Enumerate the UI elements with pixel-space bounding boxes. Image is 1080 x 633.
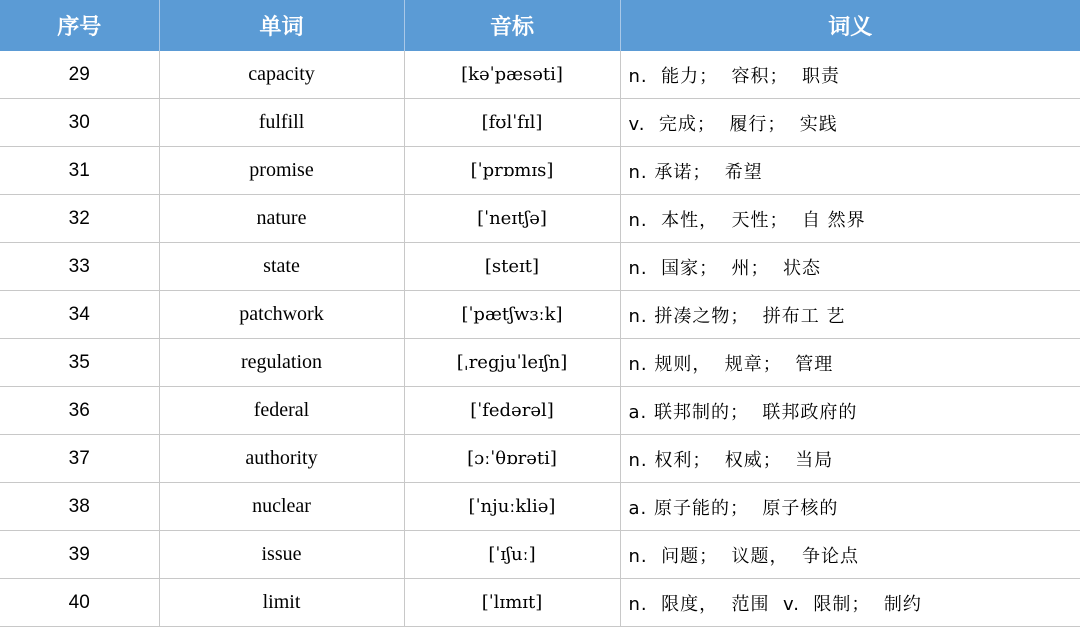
phonetic-cell: [kəˈpæsəti] <box>404 51 620 99</box>
word-cell: nature <box>159 195 404 243</box>
row-number: 33 <box>0 243 159 291</box>
row-number: 37 <box>0 435 159 483</box>
row-number: 36 <box>0 387 159 435</box>
meaning-cell: v. 完成； 履行； 实践 <box>620 99 1080 147</box>
header-number: 序号 <box>0 0 159 51</box>
phonetic-cell: [ˈprɒmɪs] <box>404 147 620 195</box>
phonetic-cell: [ˈneɪtʃə] <box>404 195 620 243</box>
phonetic-cell: [ɔːˈθɒrəti] <box>404 435 620 483</box>
table-row <box>0 243 1080 291</box>
table-row <box>0 531 1080 579</box>
word-cell: regulation <box>159 339 404 387</box>
meaning-cell: a. 原子能的； 原子核的 <box>620 483 1080 531</box>
phonetic-cell: [ˈfedərəl] <box>404 387 620 435</box>
row-number: 38 <box>0 483 159 531</box>
phonetic-cell: [steɪt] <box>404 243 620 291</box>
table-row <box>0 195 1080 243</box>
meaning-cell: n. 限度， 范围 v. 限制； 制约 <box>620 579 1080 627</box>
table-row <box>0 579 1080 627</box>
meaning-cell: n. 问题； 议题， 争论点 <box>620 531 1080 579</box>
meaning-cell: n. 规则， 规章； 管理 <box>620 339 1080 387</box>
table-row <box>0 435 1080 483</box>
header-row <box>0 0 1080 51</box>
row-number: 40 <box>0 579 159 627</box>
table-row <box>0 387 1080 435</box>
phonetic-cell: [ˈlɪmɪt] <box>404 579 620 627</box>
header-word: 单词 <box>159 0 404 51</box>
meaning-cell: n. 能力； 容积； 职责 <box>620 51 1080 99</box>
table-row <box>0 147 1080 195</box>
meaning-cell: n. 拼凑之物； 拼布工 艺 <box>620 291 1080 339</box>
row-number: 39 <box>0 531 159 579</box>
word-cell: authority <box>159 435 404 483</box>
phonetic-cell: [ˈnjuːkliə] <box>404 483 620 531</box>
word-cell: capacity <box>159 51 404 99</box>
word-cell: promise <box>159 147 404 195</box>
phonetic-cell: [ˈpætʃwɜːk] <box>404 291 620 339</box>
table-row <box>0 339 1080 387</box>
row-number: 34 <box>0 291 159 339</box>
row-number: 29 <box>0 51 159 99</box>
table-body <box>0 51 1080 627</box>
meaning-cell: n. 国家； 州； 状态 <box>620 243 1080 291</box>
table-row <box>0 99 1080 147</box>
phonetic-cell: [ˌregjuˈleɪʃn] <box>404 339 620 387</box>
word-cell: federal <box>159 387 404 435</box>
word-cell: patchwork <box>159 291 404 339</box>
header-phonetic: 音标 <box>404 0 620 51</box>
table-row <box>0 483 1080 531</box>
table-header <box>0 0 1080 51</box>
header-meaning: 词义 <box>620 0 1080 51</box>
phonetic-cell: [ˈɪʃuː] <box>404 531 620 579</box>
row-number: 32 <box>0 195 159 243</box>
word-cell: nuclear <box>159 483 404 531</box>
meaning-cell: a. 联邦制的； 联邦政府的 <box>620 387 1080 435</box>
table-row <box>0 51 1080 99</box>
table-row <box>0 291 1080 339</box>
word-cell: limit <box>159 579 404 627</box>
word-cell: fulfill <box>159 99 404 147</box>
meaning-cell: n. 承诺； 希望 <box>620 147 1080 195</box>
phonetic-cell: [fʊlˈfɪl] <box>404 99 620 147</box>
word-cell: issue <box>159 531 404 579</box>
meaning-cell: n. 本性， 天性； 自 然界 <box>620 195 1080 243</box>
word-cell: state <box>159 243 404 291</box>
row-number: 31 <box>0 147 159 195</box>
row-number: 30 <box>0 99 159 147</box>
row-number: 35 <box>0 339 159 387</box>
meaning-cell: n. 权利； 权威； 当局 <box>620 435 1080 483</box>
